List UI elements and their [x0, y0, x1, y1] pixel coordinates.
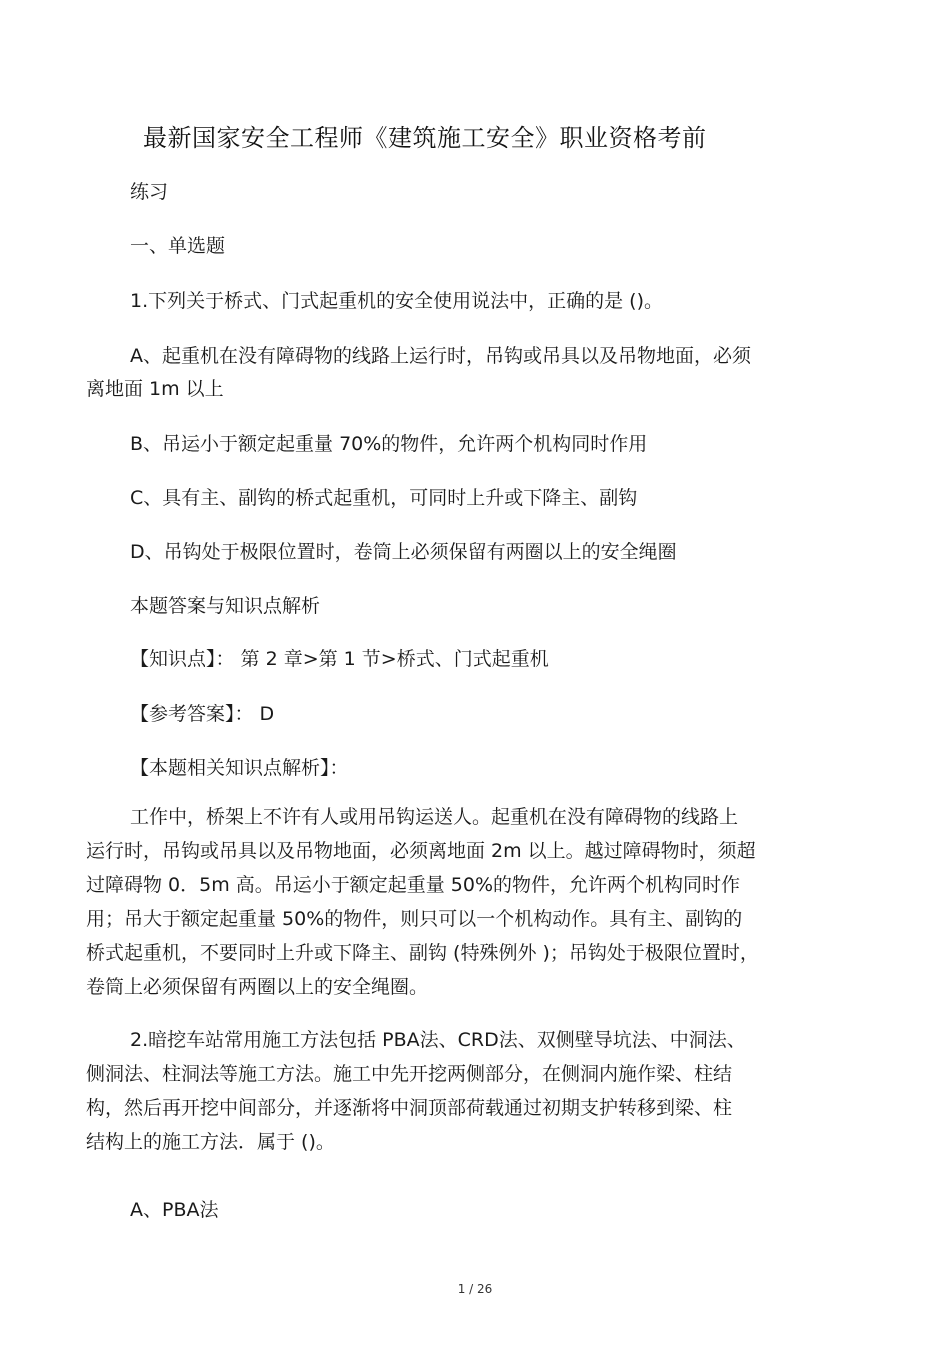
question-1-option-b: B、吊运小于额定起重量 70%的物件，允许两个机构同时作用: [130, 433, 648, 455]
question-2-stem-line: 2.暗挖车站常用施工方法包括 PBA法、CRD法、双侧壁导坑法、中洞法、: [130, 1029, 746, 1051]
document-title: 最新国家安全工程师《建筑施工安全》职业资格考前: [143, 124, 707, 152]
question-1-option-a-line2: 离地面 1m 以上: [86, 378, 224, 400]
section-heading: 一、单选题: [130, 235, 226, 257]
reference-answer: 【参考答案】： D: [130, 703, 275, 725]
question-1-stem: 1.下列关于桥式、门式起重机的安全使用说法中，正确的是 ()。: [130, 290, 663, 312]
question-1-option-d: D、吊钩处于极限位置时，卷筒上必须保留有两圈以上的安全绳圈: [130, 541, 677, 563]
question-2-stem-line: 侧洞法、柱洞法等施工方法。施工中先开挖两侧部分，在侧洞内施作梁、柱结: [86, 1063, 733, 1085]
question-2-stem-line: 结构上的施工方法．属于 ()。: [86, 1131, 335, 1153]
explanation-line: 工作中，桥架上不许有人或用吊钩运送人。起重机在没有障碍物的线路上: [130, 806, 739, 828]
explanation-paragraph: [86, 800, 866, 1004]
explanation-heading: 【本题相关知识点解析】：: [130, 757, 349, 779]
question-2-stem: [86, 1023, 866, 1159]
document-subtitle: 练习: [130, 181, 169, 203]
question-2-stem-line: 构，然后再开挖中间部分，并逐渐将中洞顶部荷载通过初期支护转移到梁、柱: [86, 1097, 733, 1119]
question-1-option-c: C、具有主、副钩的桥式起重机，可同时上升或下降主、副钩: [130, 487, 638, 509]
analysis-heading: 本题答案与知识点解析: [130, 595, 321, 617]
question-2-option-a: A、PBA法: [130, 1199, 219, 1221]
explanation-line: 过障碍物 0．5m 高。吊运小于额定起重量 50%的物件，允许两个机构同时作: [86, 874, 741, 896]
knowledge-point: 【知识点】： 第 2 章>第 1 节>桥式、门式起重机: [130, 648, 549, 670]
explanation-line: 用；吊大于额定起重量 50%的物件，则只可以一个机构动作。具有主、副钩的: [86, 908, 743, 930]
explanation-line: 桥式起重机，不要同时上升或下降主、副钩 (特殊例外 )；吊钩处于极限位置时，: [86, 942, 759, 964]
question-1-option-a-line1: A、起重机在没有障碍物的线路上运行时，吊钩或吊具以及吊物地面，必须: [130, 345, 751, 367]
explanation-line: 卷筒上必须保留有两圈以上的安全绳圈。: [86, 976, 429, 998]
page-indicator: 1 / 26: [457, 1282, 493, 1296]
explanation-line: 运行时，吊钩或吊具以及吊物地面，必须离地面 2m 以上。越过障碍物时，须超: [86, 840, 756, 862]
